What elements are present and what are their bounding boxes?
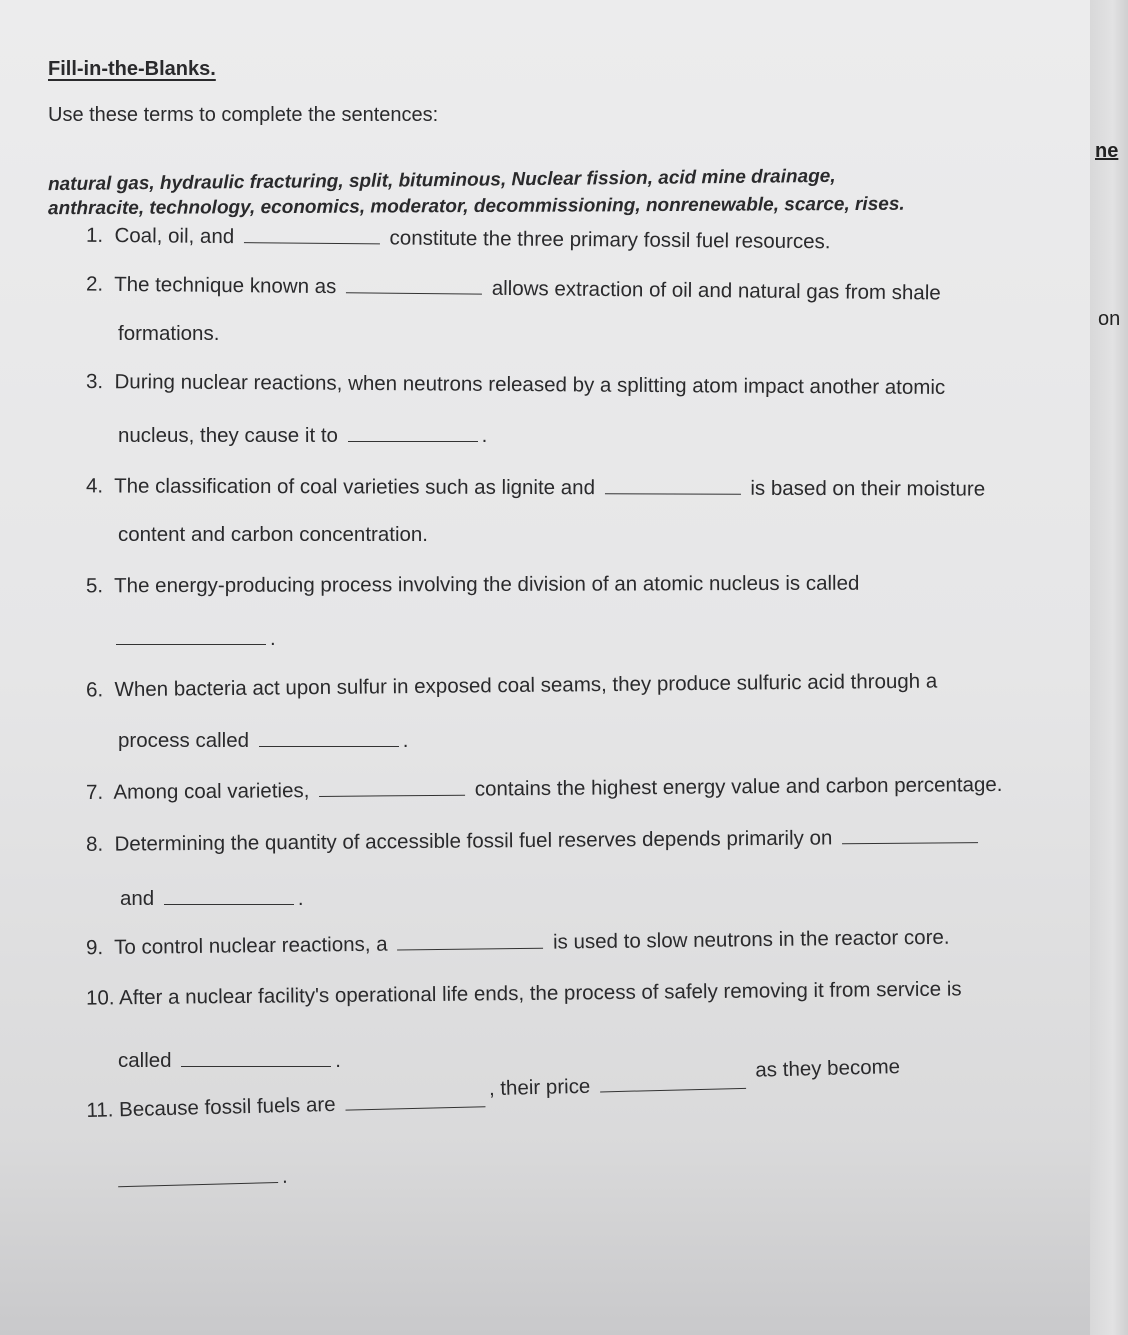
question-3: 3. During nuclear reactions, when neutrons released by a splitting atom impact another atomic	[85, 370, 946, 399]
answer-blank[interactable]	[346, 274, 482, 294]
question-4: 4. The classification of coal varieties such as lignite and is based on their moisture	[85, 474, 986, 501]
question-1: 1. Coal, oil, and constitute the three primary fossil fuel resources.	[85, 223, 831, 254]
question-8-continuation: and .	[120, 887, 304, 910]
answer-blank[interactable]	[600, 1070, 746, 1093]
cut-off-edge-text: on	[1098, 308, 1121, 330]
worksheet-title: Fill-in-the-Blanks.	[48, 58, 216, 80]
question-10-continuation: called .	[118, 1049, 341, 1072]
question-8: 8. Determining the quantity of accessible fossil fuel reserves depends primarily on	[86, 824, 982, 857]
instructions: Use these terms to complete the sentences:	[48, 104, 439, 126]
question-6: 6. When bacteria act upon sulfur in exposed coal seams, they produce sulfuric acid through a	[85, 669, 938, 702]
question-5-continuation: .	[116, 626, 276, 651]
word-bank-line-2: anthracite, technology, economics, moderator, decommissioning, nonrenewable, scarce, rises.	[47, 193, 905, 220]
question-2: 2. The technique known as allows extraction of oil and natural gas from shale	[85, 272, 941, 305]
question-6-continuation: process called .	[118, 729, 409, 752]
answer-blank[interactable]	[348, 423, 478, 442]
answer-blank[interactable]	[397, 930, 543, 951]
question-11: 11. Because fossil fuels are , their price as they become	[86, 1055, 901, 1122]
question-3-continuation: nucleus, they cause it to .	[118, 424, 488, 447]
answer-blank[interactable]	[319, 777, 465, 797]
question-10: 10. After a nuclear facility's operational life ends, the process of safely removing it from service is	[85, 977, 962, 1010]
answer-blank[interactable]	[259, 728, 399, 747]
answer-blank[interactable]	[118, 1164, 278, 1187]
answer-blank[interactable]	[164, 886, 294, 905]
answer-blank[interactable]	[244, 224, 380, 244]
question-4-continuation: content and carbon concentration.	[118, 523, 428, 546]
answer-blank[interactable]	[345, 1088, 485, 1110]
question-9: 9. To control nuclear reactions, a is used to slow neutrons in the reactor core.	[85, 925, 950, 960]
question-7: 7. Among coal varieties, contains the highest energy value and carbon percentage.	[85, 773, 1003, 804]
answer-blank[interactable]	[116, 626, 266, 645]
question-11-continuation: .	[118, 1164, 288, 1193]
cut-off-edge-text: ne	[1095, 140, 1119, 162]
question-5: 5. The energy-producing process involving the division of an atomic nucleus is called	[85, 571, 860, 598]
page-edge	[1090, 0, 1128, 1335]
word-bank-line-1: natural gas, hydraulic fracturing, split, bituminous, Nuclear fission, acid mine drainage,	[47, 165, 836, 196]
answer-blank[interactable]	[605, 475, 741, 494]
answer-blank[interactable]	[181, 1048, 331, 1067]
answer-blank[interactable]	[842, 824, 978, 844]
question-2-continuation: formations.	[118, 322, 220, 345]
